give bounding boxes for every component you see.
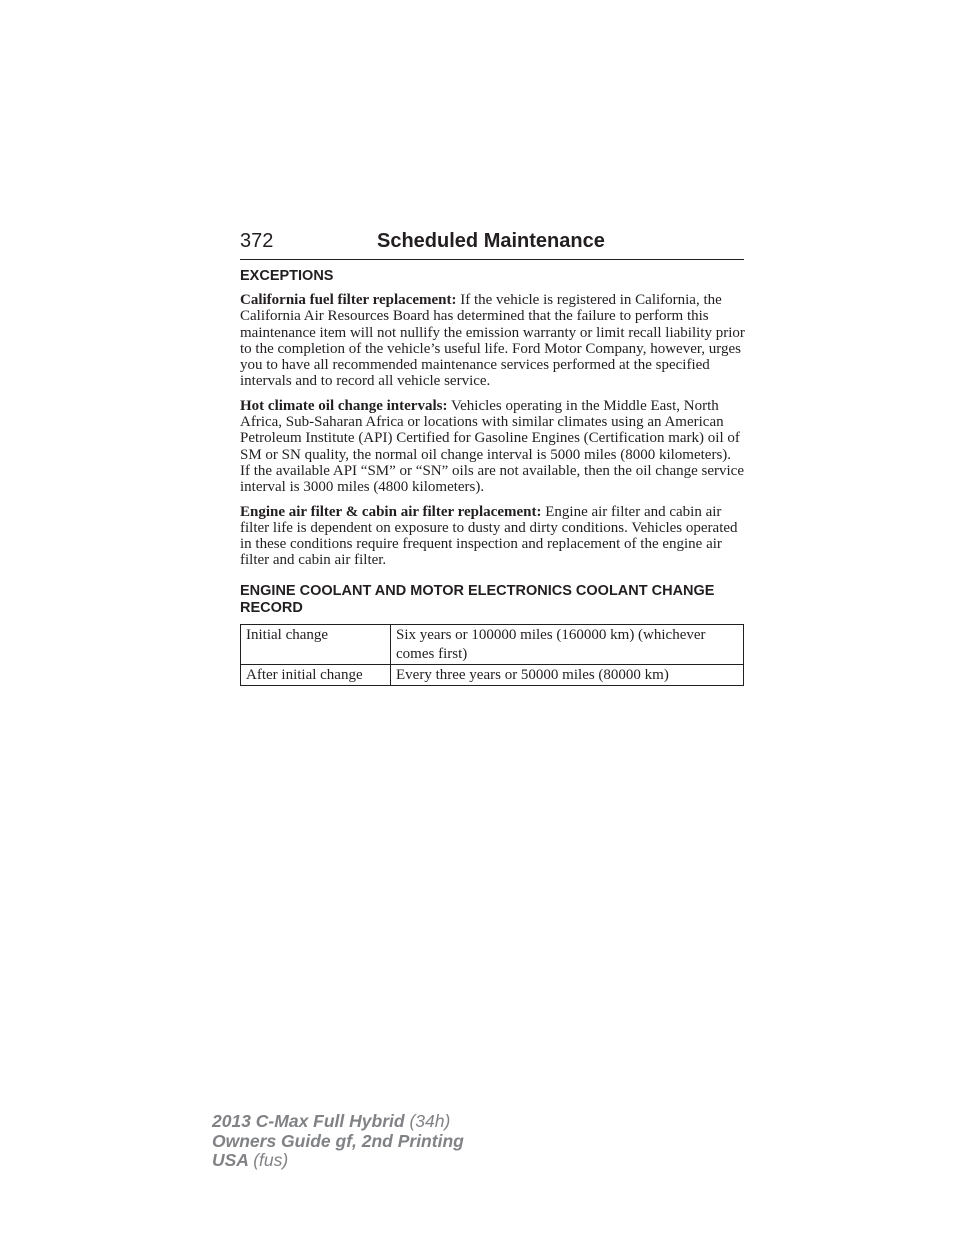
air-filter-text: Engine air filter and cabin air filter life is dependent on exposure to dusty and dirty conditions. Vehicles operated in these conditions require frequent inspection and replacement of the engine air filter and cabin air filter. [240,503,738,569]
page-content [240,268,745,686]
table-cell-value: Every three years or 50000 miles (80000 km) [391,664,744,685]
page-title: Scheduled Maintenance [377,230,605,252]
document-footer [212,1112,464,1171]
hot-climate-oil-extra: If the available API “SM” or “SN” oils are not available, then the oil change service interval is 3000 miles (4800 kilometers). [240,462,744,496]
hot-climate-oil-paragraph [240,398,745,463]
page-header [240,229,744,260]
coolant-heading: ENGINE COOLANT AND MOTOR ELECTRONICS COOLANT CHANGE RECORD [240,582,715,616]
coolant-change-table [240,624,744,686]
air-filter-paragraph [240,504,745,569]
page-number: 372 [240,230,274,252]
california-fuel-filter-label: California fuel filter replacement: [240,292,457,308]
hot-climate-oil-text: Vehicles operating in the Middle East, North Africa, Sub-Saharan Africa or locations with similar climates using an American Petroleum Institute (API) Certified for Gasoline Engines (Certification mark) oil of SM or SN quality, the normal oil change interval is 5000 miles (8000 kilometers). [240,397,740,463]
footer-guide: Owners Guide gf, 2nd Printing [212,1130,464,1151]
table-cell-value: Six years or 100000 miles (160000 km) (whichever comes first) [391,624,744,664]
footer-model-code: (34h) [409,1111,451,1131]
footer-region-code: (fus) [253,1150,289,1170]
table-cell-label: Initial change [241,624,391,664]
footer-model: 2013 C-Max Full Hybrid [212,1111,405,1131]
exceptions-heading: EXCEPTIONS [240,268,334,284]
air-filter-label: Engine air filter & cabin air filter replacement: [240,503,542,520]
table-cell-label: After initial change [241,664,391,685]
table-row [241,624,744,664]
footer-region: USA [212,1150,249,1170]
hot-climate-oil-label: Hot climate oil change intervals: [240,397,448,414]
footer-line-model [212,1112,464,1132]
table-row [241,664,744,685]
california-fuel-filter-paragraph [240,292,745,390]
california-fuel-filter-text: If the vehicle is registered in California, the California Air Resources Board has determined that the failure to perform this maintenance item will not nullify the emission warranty or limit recall liability prior to the completion of the vehicle’s useful life. Ford Motor Company, however, urges you to have all recommended maintenance services performed at the specified intervals and to record all vehicle service. [240,292,745,390]
footer-line-region [212,1151,464,1171]
